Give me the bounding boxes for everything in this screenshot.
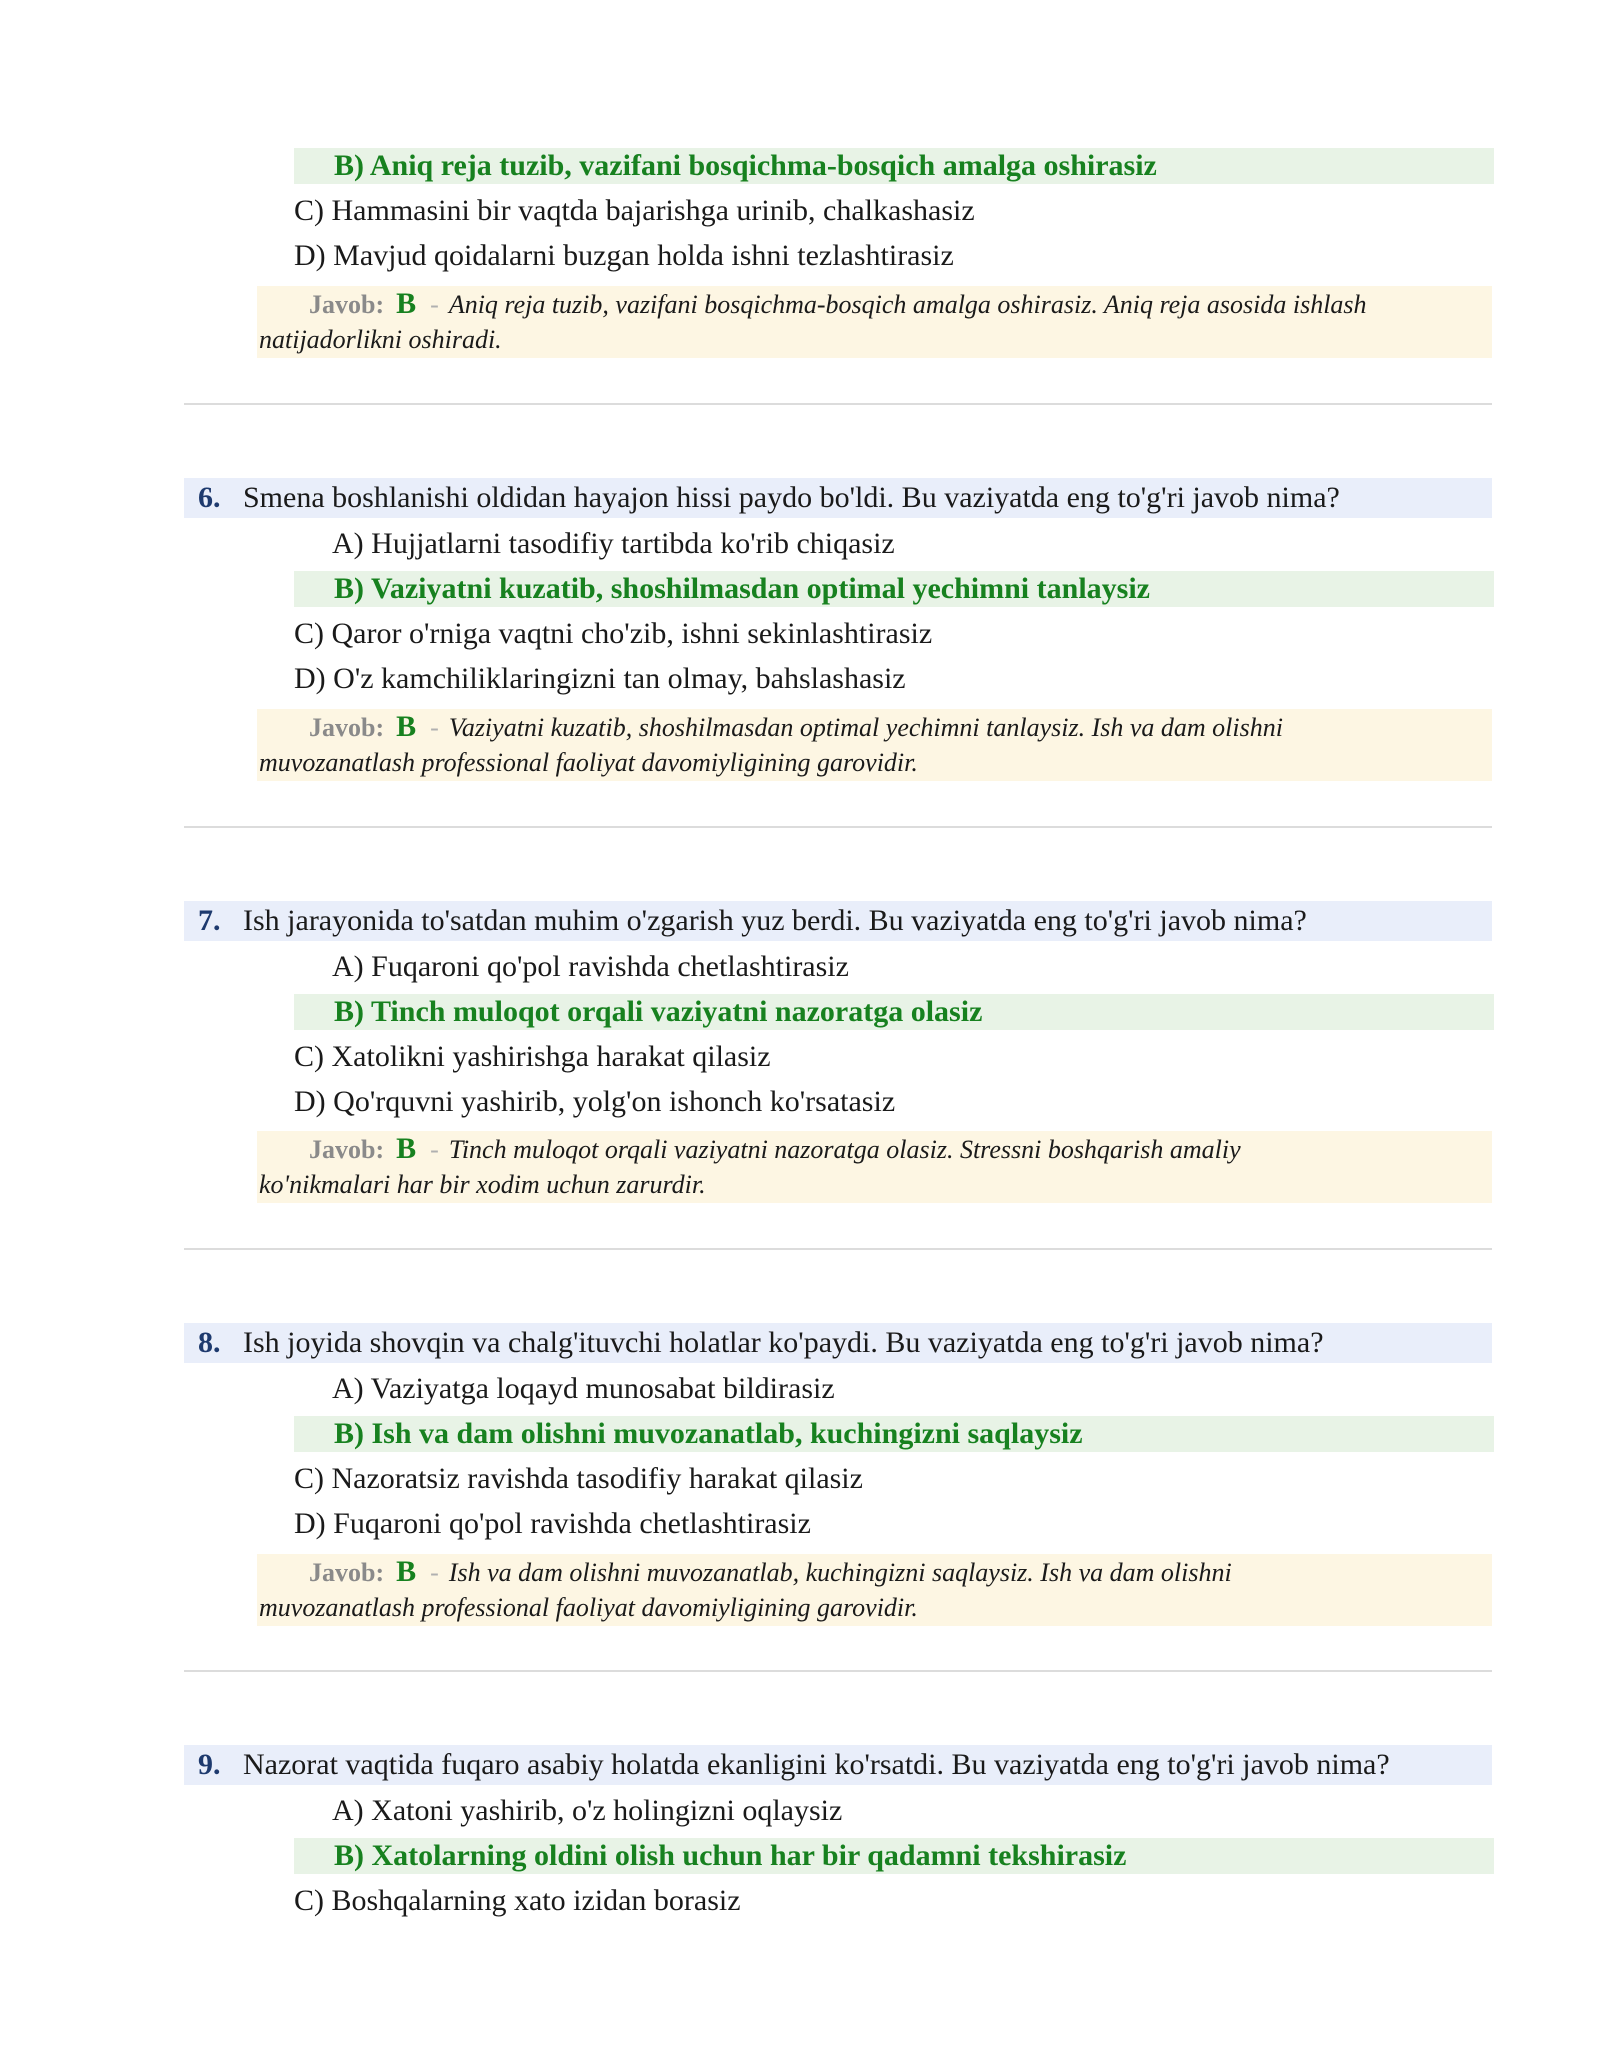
answer-explanation-cont: ko'nikmalari har bir xodim uchun zarurdir. xyxy=(259,1170,706,1199)
answer-explanation-cont: muvozanatlash professional faoliyat davomiyligining garovidir. xyxy=(259,748,918,777)
answer-explanation: Tinch muloqot orqali vaziyatni nazoratga olasiz. Stressni boshqarish amaliy xyxy=(448,1135,1241,1164)
q8-answer-box xyxy=(257,1554,1492,1626)
answer-label: Javob: xyxy=(309,290,385,319)
question-text: Smena boshlanishi oldidan hayajon hissi paydo bo'ldi. Bu vaziyatda eng to'g'ri javob nima? xyxy=(243,481,1340,514)
question-number: 6. xyxy=(198,481,221,514)
question-divider xyxy=(184,826,1492,828)
question-divider xyxy=(184,403,1492,405)
answer-explanation: Vaziyatni kuzatib, shoshilmasdan optimal yechimni tanlaysiz. Ish va dam olishni xyxy=(448,713,1283,742)
answer-explanation: Ish va dam olishni muvozanatlab, kuchingizni saqlaysiz. Ish va dam olishni xyxy=(448,1558,1232,1587)
answer-letter: B xyxy=(396,1555,417,1588)
answer-explanation-cont: natijadorlikni oshiradi. xyxy=(259,325,502,354)
answer-label: Javob: xyxy=(309,713,385,742)
answer-dash: - xyxy=(430,1135,439,1164)
q6-option-d: D) O'z kamchiliklaringizni tan olmay, bahslashasiz xyxy=(294,662,906,695)
question-divider xyxy=(184,1670,1492,1672)
question-number: 9. xyxy=(198,1748,221,1781)
answer-letter: B xyxy=(396,287,417,320)
q5-option-d: D) Mavjud qoidalarni buzgan holda ishni tezlashtirasiz xyxy=(294,239,954,272)
answer-dash: - xyxy=(430,1558,439,1587)
q8-option-b-correct: B) Ish va dam olishni muvozanatlab, kuchingizni saqlaysiz xyxy=(294,1416,1494,1452)
q5-option-b-correct: B) Aniq reja tuzib, vazifani bosqichma-bosqich amalga oshirasiz xyxy=(294,148,1494,184)
question-text: Ish jarayonida to'satdan muhim o'zgarish yuz berdi. Bu vaziyatda eng to'g'ri javob nima? xyxy=(243,904,1307,937)
answer-letter: B xyxy=(396,1132,417,1165)
answer-dash: - xyxy=(430,290,439,319)
q6-option-a: A) Hujjatlarni tasodifiy tartibda ko'rib chiqasiz xyxy=(332,527,895,560)
q6-answer-box xyxy=(257,709,1492,781)
q7-option-c: C) Xatolikni yashirishga harakat qilasiz xyxy=(294,1040,771,1073)
q7-option-b-correct: B) Tinch muloqot orqali vaziyatni nazoratga olasiz xyxy=(294,994,1494,1030)
q9-option-c: C) Boshqalarning xato izidan borasiz xyxy=(294,1884,741,1917)
answer-label: Javob: xyxy=(309,1558,385,1587)
q5-answer-box xyxy=(257,286,1492,358)
q8-option-a: A) Vaziyatga loqayd munosabat bildirasiz xyxy=(332,1372,835,1405)
q7-option-d: D) Qo'rquvni yashirib, yolg'on ishonch ko'rsatasiz xyxy=(294,1085,896,1118)
answer-letter: B xyxy=(396,710,417,743)
q7-answer-box xyxy=(257,1131,1492,1203)
q7-option-a: A) Fuqaroni qo'pol ravishda chetlashtirasiz xyxy=(332,950,849,983)
q9-header xyxy=(184,1745,1492,1785)
question-number: 7. xyxy=(198,904,221,937)
question-number: 8. xyxy=(198,1326,221,1359)
q5-option-c: C) Hammasini bir vaqtda bajarishga urinib, chalkashasiz xyxy=(294,194,975,227)
q6-header xyxy=(184,478,1492,518)
answer-dash: - xyxy=(430,713,439,742)
question-text: Ish joyida shovqin va chalg'ituvchi holatlar ko'paydi. Bu vaziyatda eng to'g'ri javob nima? xyxy=(243,1326,1324,1359)
q8-option-d: D) Fuqaroni qo'pol ravishda chetlashtirasiz xyxy=(294,1507,811,1540)
q6-option-b-correct: B) Vaziyatni kuzatib, shoshilmasdan optimal yechimni tanlaysiz xyxy=(294,571,1494,607)
q9-option-a: A) Xatoni yashirib, o'z holingizni oqlaysiz xyxy=(332,1794,843,1827)
answer-explanation-cont: muvozanatlash professional faoliyat davomiyligining garovidir. xyxy=(259,1593,918,1622)
q8-header xyxy=(184,1323,1492,1363)
q6-option-c: C) Qaror o'rniga vaqtni cho'zib, ishni sekinlashtirasiz xyxy=(294,617,933,650)
answer-explanation: Aniq reja tuzib, vazifani bosqichma-bosqich amalga oshirasiz. Aniq reja asosida ishlash xyxy=(448,290,1367,319)
question-text: Nazorat vaqtida fuqaro asabiy holatda ekanligini ko'rsatdi. Bu vaziyatda eng to'g'ri javob nima? xyxy=(243,1748,1390,1781)
q7-header xyxy=(184,901,1492,941)
q8-option-c: C) Nazoratsiz ravishda tasodifiy harakat qilasiz xyxy=(294,1462,863,1495)
answer-label: Javob: xyxy=(309,1135,385,1164)
question-divider xyxy=(184,1248,1492,1250)
q9-option-b-correct: B) Xatolarning oldini olish uchun har bir qadamni tekshirasiz xyxy=(294,1838,1494,1874)
